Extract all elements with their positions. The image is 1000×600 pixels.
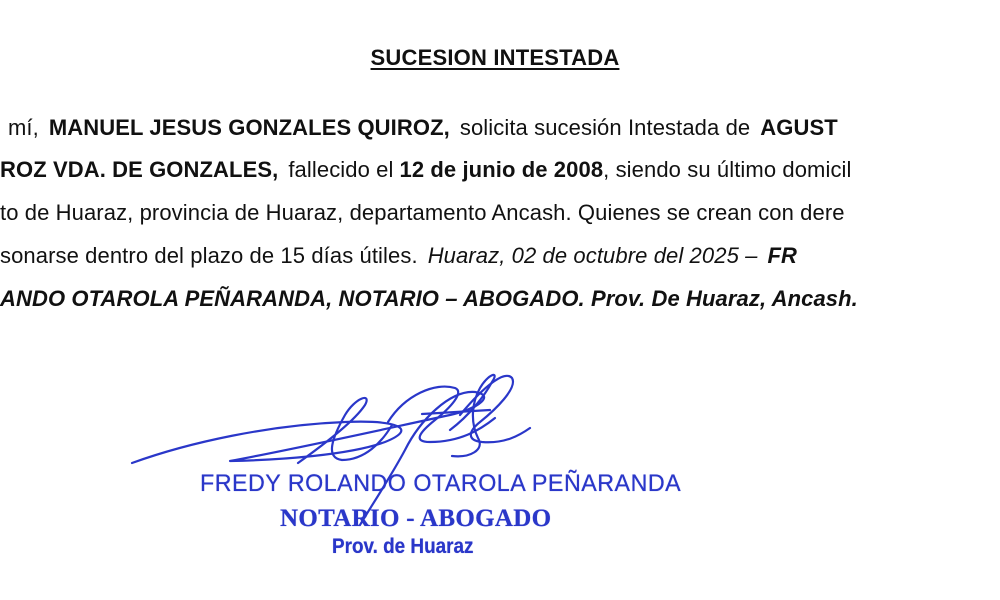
line1-name: MANUEL JESUS GONZALES QUIROZ,	[48, 115, 450, 140]
body-line-5	[0, 286, 858, 312]
line2-date: 12 de junio de 2008	[399, 157, 604, 182]
notary-stamp	[120, 360, 680, 580]
body-line-4	[0, 243, 797, 269]
line4-place-date: Huaraz, 02 de octubre del 2025 –	[427, 243, 758, 268]
line1-deceased-name: AGUST	[760, 115, 838, 140]
body-line-3: to de Huaraz, provincia de Huaraz, departamento Ancash. Quienes se crean con dere	[0, 200, 845, 225]
stamp-role: NOTARIO - ABOGADO	[280, 505, 552, 532]
stamp-notary-name: FREDY ROLANDO OTAROLA PEÑARANDA	[200, 470, 682, 497]
line2-deceased-name: ROZ VDA. DE GONZALES,	[0, 157, 279, 182]
line1-text-a: mí,	[8, 115, 39, 140]
body-line-2	[0, 157, 852, 183]
line5-notary-text: ANDO OTAROLA PEÑARANDA, NOTARIO – ABOGADO. Prov. De Huaraz, Ancash.	[0, 286, 858, 311]
line4-text-a: sonarse dentro del plazo de 15 días útiles.	[0, 243, 418, 268]
line1-text-c: solicita sucesión Intestada de	[459, 115, 751, 140]
line4-notary-start: FR	[767, 243, 797, 268]
body-line-1	[8, 115, 838, 141]
line2-text-d: , siendo su último domicil	[603, 157, 852, 182]
document-title: SUCESION INTESTADA	[370, 45, 620, 70]
stamp-location: Prov. de Huaraz	[332, 535, 474, 558]
line2-text-b: fallecido el	[288, 157, 394, 182]
